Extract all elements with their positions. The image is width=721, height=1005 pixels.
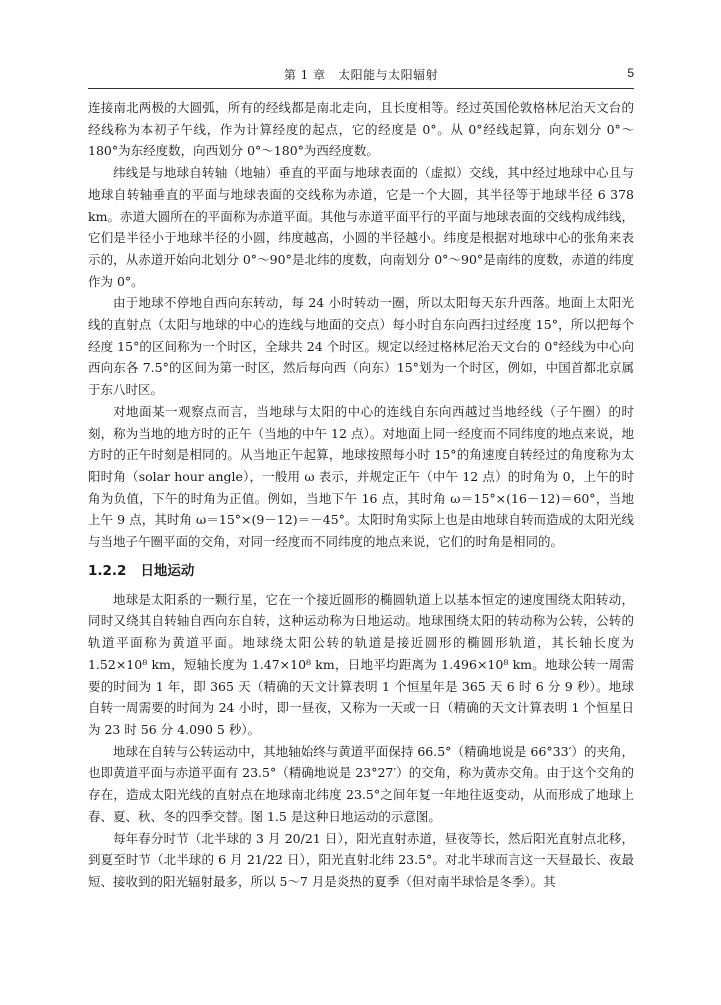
section-title: 日地运动 (140, 562, 195, 579)
paragraph: 地球是太阳系的一颗行星，它在一个接近圆形的椭圆轨道上以基本恒定的速度围绕太阳转动，同时又绕其自转轴自西向东自转，这种运动称为日地运动。地球围绕太阳的转动称为公转，公转的轨道平面称为黄道平面。地球绕太阳公转的轨道是接近圆形的椭圆形轨道，其长轴长度为 1.52×10⁸ km，短轴长度为 1.47×10⁸ km，日地平均距离为 1.496×10⁸ km。地球公转一周需要的时间为 1 年，即 365 天（精确的天文计算表明 1 个恒星年是 365 天 6 时 6 分 9 秒）。地球自转一周需要的时间为 24 小时，即一昼夜，又称为一天或一日（精确的天文计算表明 1 个恒星日为 23 时 56 分 4.090 5 秒）。 (88, 591, 634, 737)
body-text (88, 97, 634, 893)
document-page (88, 0, 634, 1005)
chapter-title: 第 1 章 太阳能与太阳辐射 (283, 68, 439, 82)
paragraph: 对地面某一观察点而言，当地球与太阳的中心的连线自东向西越过当地经线（子午圈）的时刻，称为当地的地方时的正午（当地的中午 12 点）。对地面上同一经度而不同纬度的地点来说，地方时的正午时刻是相同的。从当地正午起算，地球按照每小时 15°的角速度自转经过的角度称为太阳时角（solar hour angle），一般用 ω 表示，并规定正午（中午 12 点）的时角为 0，上午的时角为负值，下午的时角为正值。例如，当地下午 16 点，其时角 ω＝15°×(16－12)＝60°，当地上午 9 点，其时角 ω＝15°×(9－12)＝－45°。太阳时角实际上也是由地球自转而造成的太阳光线与当地子午圈平面的交角，对同一经度而不同纬度的地点来说，它们的时角是相同的。 (88, 403, 634, 550)
paragraph: 纬线是与地球自转轴（地轴）垂直的平面与地球表面的（虚拟）交线，其中经过地球中心且与地球自转轴垂直的平面与地球表面的交线称为赤道，它是一个大圆，其半径等于地球半径 6 378 km。赤道大圆所在的平面称为赤道平面。其他与赤道平面平行的平面与地球表面的交线构成纬线，它们是半径小于地球半径的小圆，纬度越高，小圆的半径越小。纬度是根据对地球中心的张角来表示的，从赤道开始向北划分 0°～90°是北纬的度数，向南划分 0°～90°是南纬的度数，赤道的纬度作为 0°。 (88, 165, 634, 289)
page-number: 5 (627, 66, 634, 80)
paragraph: 地球在自转与公转运动中，其地轴始终与黄道平面保持 66.5°（精确地说是 66°33′）的夹角，也即黄道平面与赤道平面有 23.5°（精确地说是 23°27′）的交角，称为黄赤交角。由于这个交角的存在，造成太阳光线的直射点在地球南北纬度 23.5°之间年复一年地往返变动，从而形成了地球上春、夏、秋、冬的四季交替。图 1.5 是这种日地运动的示意图。 (88, 743, 634, 824)
paragraph: 每年春分时节（北半球的 3 月 20/21 日），阳光直射赤道，昼夜等长，然后阳光直射点北移，到夏至时节（北半球的 6 月 21/22 日），阳光直射北纬 23.5°。对北半球而言这一天昼最长、夜最短、接收到的阳光辐射最多，所以 5～7 月是炎热的夏季（但对南半球恰是冬季）。其 (88, 830, 634, 889)
paragraph: 连接南北两极的大圆弧，所有的经线都是南北走向，且长度相等。经过英国伦敦格林尼治天文台的经线称为本初子午线，作为计算经度的起点，它的经度是 0°。从 0°经线起算，向东划分 0°～180°为东经度数，向西划分 0°～180°为西经度数。 (88, 100, 634, 159)
header-rule (88, 88, 634, 89)
paragraph: 由于地球不停地自西向东转动，每 24 小时转动一圈，所以太阳每天东升西落。地面上太阳光线的直射点（太阳与地球的中心的连线与地面的交点）每小时自东向西扫过经度 15°，所以把每个经度 15°的区间称为一个时区，全球共 24 个时区。规定以经过格林尼治天文台的 0°经线为中心向西向东各 7.5°的区间为第一时区，然后每向西（向东）15°划为一个时区，例如，中国首都北京属于东八时区。 (88, 295, 634, 398)
section-heading (88, 561, 634, 581)
running-header (88, 66, 634, 86)
section-number: 1.2.2 (88, 562, 127, 579)
